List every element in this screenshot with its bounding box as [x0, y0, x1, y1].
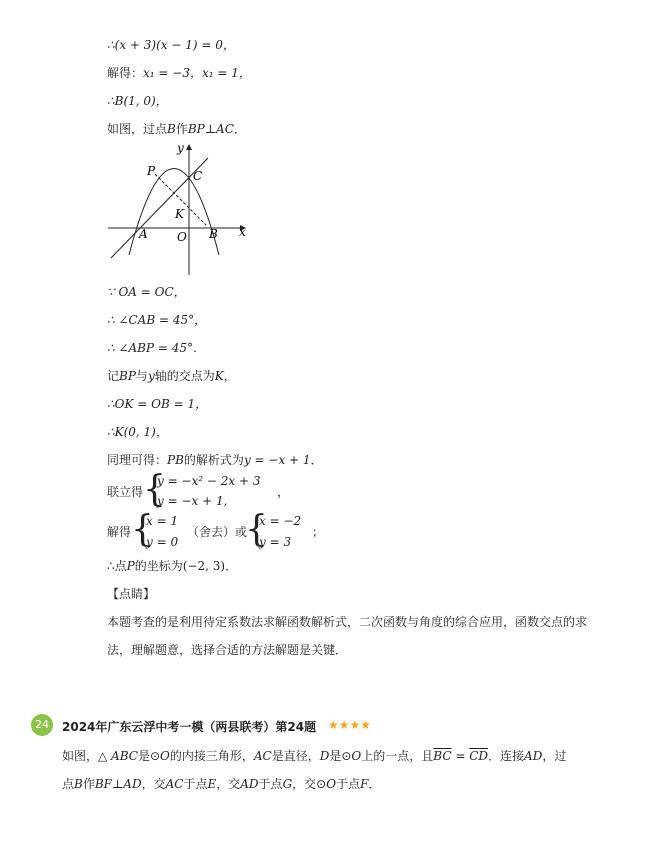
- text: ，: [223, 369, 236, 383]
- parabola-figure: [105, 140, 250, 275]
- text: 的内接三角形，: [169, 749, 254, 763]
- text: 如图，△: [62, 749, 112, 763]
- math: AC: [253, 749, 272, 763]
- roots-label: 解得：: [107, 66, 144, 80]
- math: y: [147, 369, 155, 383]
- difficulty-stars: ★★★★: [328, 718, 372, 732]
- math: B: [74, 777, 83, 791]
- math: PB: [167, 453, 184, 467]
- text: ，过: [542, 749, 567, 763]
- brace: {: [245, 509, 268, 550]
- math: (−2, 3): [182, 559, 226, 573]
- step-angle-cab: ∴ ∠CAB = 45°，: [107, 313, 207, 327]
- comment-body: 本题考查的是利用待定系数法求解函数解析式，二次函数与角度的综合应用，函数交点的求法，理解题意，选择合适的方法解题是关键．: [107, 615, 588, 657]
- step-p-coords: [107, 556, 237, 576]
- text: 于点: [336, 777, 361, 791]
- math: D: [319, 749, 330, 763]
- eq-row: y = −x + 1,: [157, 494, 228, 508]
- text: 与: [135, 369, 148, 383]
- math: AD: [240, 777, 259, 791]
- math: O: [351, 749, 362, 763]
- step-factor: ∴(x + 3)(x − 1) = 0，: [107, 38, 235, 52]
- text: ．: [368, 777, 381, 791]
- step-ok-ob: ∴OK = OB = 1，: [107, 397, 208, 411]
- step-oa-oc: ∵ OA = OC，: [107, 285, 186, 299]
- label-a: A: [139, 227, 148, 241]
- label-b: B: [209, 227, 218, 241]
- label-p: P: [147, 164, 156, 178]
- text: 的解析式为: [183, 453, 244, 467]
- roots-math: x₁ = −3，x₁ = 1，: [143, 66, 251, 80]
- math: BP: [119, 369, 136, 383]
- math: BP⊥AC: [187, 122, 234, 136]
- math: B: [167, 122, 176, 136]
- math: O: [326, 777, 337, 791]
- math: E: [207, 777, 217, 791]
- step-point-k: [107, 366, 236, 386]
- step-angle-abp: ∴ ∠ABP = 45°．: [107, 341, 206, 355]
- math: K: [214, 369, 224, 383]
- label-c: C: [193, 169, 203, 183]
- step-roots: [107, 63, 251, 83]
- text: 作: [82, 777, 95, 791]
- math: y = −x + 1: [243, 453, 311, 467]
- sol-row: x = 1: [146, 514, 179, 528]
- math: AD: [524, 749, 543, 763]
- text: 如图，过点: [107, 122, 168, 136]
- math: =: [451, 749, 470, 763]
- text: 于点: [258, 777, 283, 791]
- eq-row: y = −x² − 2x + 3: [157, 474, 261, 488]
- label-k: K: [175, 207, 184, 221]
- step-draw-bp: [107, 119, 246, 139]
- text: 上的一点，且: [361, 749, 434, 763]
- text: 是⊙: [329, 749, 352, 763]
- math: G: [282, 777, 293, 791]
- sol-row: x = −2: [259, 514, 302, 528]
- text: ∴点: [107, 559, 127, 573]
- math: P: [126, 559, 135, 573]
- text: 作: [175, 122, 188, 136]
- problem-text-line1: [62, 742, 612, 770]
- text: 的坐标为: [134, 559, 183, 573]
- math: O: [160, 749, 170, 763]
- text: ．: [310, 453, 323, 467]
- text: ．: [233, 122, 246, 136]
- text: 记: [107, 369, 120, 383]
- problem-title: 2024年广东云浮中考一模（两县联考）第24题: [62, 720, 317, 734]
- brace: {: [143, 469, 166, 510]
- comment-heading: 【点睛】: [107, 587, 156, 601]
- text: 是⊙: [137, 749, 160, 763]
- brace: {: [131, 509, 154, 550]
- label-o: O: [177, 230, 187, 244]
- label: 解得: [107, 525, 132, 539]
- text: 是直径，: [271, 749, 320, 763]
- step-k-coords: ∴K(0, 1)，: [107, 425, 168, 439]
- sol-row: y = 3: [259, 535, 292, 549]
- text: ，交⊙: [292, 777, 327, 791]
- text: ；: [312, 525, 325, 539]
- problem-number-badge: 24: [31, 714, 53, 736]
- arc-cd: $\overline{CD}$: [469, 749, 489, 763]
- text: ，交: [141, 777, 166, 791]
- math: F: [360, 777, 369, 791]
- text: 于点: [183, 777, 208, 791]
- text: （舍去）或: [187, 525, 248, 539]
- problem-text-line2: [62, 770, 612, 798]
- math: BF⊥AD: [94, 777, 142, 791]
- text: ．: [225, 559, 238, 573]
- step-point-b: ∴B(1, 0)，: [107, 94, 168, 108]
- system-solutions: [107, 511, 407, 553]
- math: AC: [165, 777, 184, 791]
- text: ，交: [216, 777, 241, 791]
- label-x: x: [239, 225, 246, 239]
- arc-bc: $\overline{BC}$: [433, 749, 452, 763]
- text: 点: [62, 777, 75, 791]
- text: 轴的交点为: [154, 369, 215, 383]
- label: 联立得: [107, 485, 144, 499]
- label-y: y: [177, 141, 184, 155]
- parabola-curve: [129, 169, 219, 256]
- math: ABC: [111, 749, 138, 763]
- sol-row: y = 0: [146, 535, 179, 549]
- step-pb-expression: [107, 450, 323, 470]
- text: ．连接: [488, 749, 525, 763]
- text: 同理可得：: [107, 453, 168, 467]
- text: ，: [277, 485, 290, 499]
